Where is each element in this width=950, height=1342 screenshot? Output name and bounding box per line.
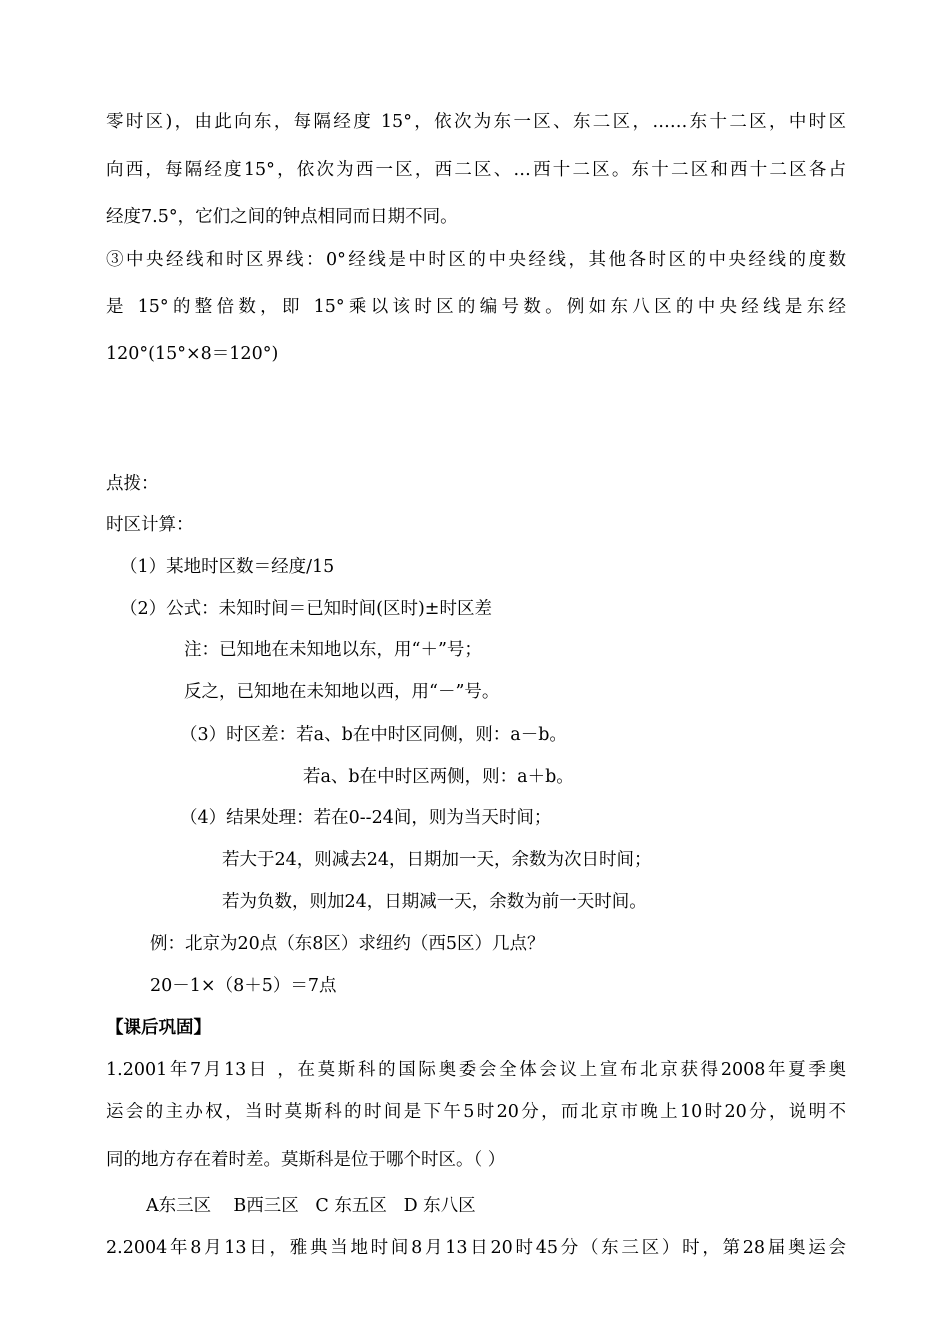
tips-subheading: 时区计算：	[106, 515, 194, 535]
text-line: ③中央经线和时区界线：0°经线是中时区的中央经线，其他各时区的中央经线的度数	[106, 250, 846, 270]
tips-item: 若大于24，则减去24，日期加一天，余数为次日时间；	[222, 850, 652, 870]
question-line: 运会的主办权，当时莫斯科的时间是下午5时20分，而北京市晚上10时20分，说明不	[106, 1102, 846, 1122]
text-line: 向西，每隔经度15°，依次为西一区，西二区、…西十二区。东十二区和西十二区各占	[106, 160, 846, 180]
text-line: 是 15°的整倍数，即 15°乘以该时区的编号数。例如东八区的中央经线是东经	[106, 297, 846, 317]
tips-item: （2）公式：未知时间＝已知时间(区时)±时区差	[120, 599, 492, 619]
tips-item: （4）结果处理：若在0--24间，则为当天时间；	[180, 808, 552, 828]
tips-note: 注：已知地在未知地以东，用“＋”号；	[184, 640, 482, 660]
text-line: 零时区)，由此向东，每隔经度 15°，依次为东一区、东二区，……东十二区，中时区	[106, 112, 846, 132]
tips-heading: 点拨：	[106, 474, 159, 494]
question-line: 2.2004年8月13日，雅典当地时间8月13日20时45分（东三区）时，第28届奥运会	[106, 1238, 846, 1258]
question-line: 1.2001年7月13日 ，在莫斯科的国际奥委会全体会议上宣布北京获得2008年夏季奥	[106, 1060, 846, 1080]
question-options: A东三区 B西三区 C 东五区 D 东八区	[146, 1196, 476, 1216]
section-title: 【课后巩固】	[106, 1018, 211, 1038]
example-question: 例：北京为20点（东8区）求纽约（西5区）几点？	[150, 934, 545, 954]
text-line: 经度7.5°，它们之间的钟点相同而日期不同。	[106, 207, 458, 227]
example-answer: 20－1×（8＋5）＝7点	[150, 976, 337, 996]
tips-item: （1）某地时区数＝经度/15	[120, 557, 335, 577]
tips-item: 若a、b在中时区两侧，则：a＋b。	[303, 767, 574, 787]
tips-item: （3）时区差：若a、b在中时区同侧，则：a－b。	[180, 725, 567, 745]
question-line: 同的地方存在着时差。莫斯科是位于哪个时区。（ ）	[106, 1150, 506, 1170]
text-line: 120°(15°×8＝120°)	[106, 344, 279, 364]
tips-item: 若为负数，则加24，日期减一天，余数为前一天时间。	[222, 892, 647, 912]
tips-note: 反之，已知地在未知地以西，用“－”号。	[184, 682, 500, 702]
